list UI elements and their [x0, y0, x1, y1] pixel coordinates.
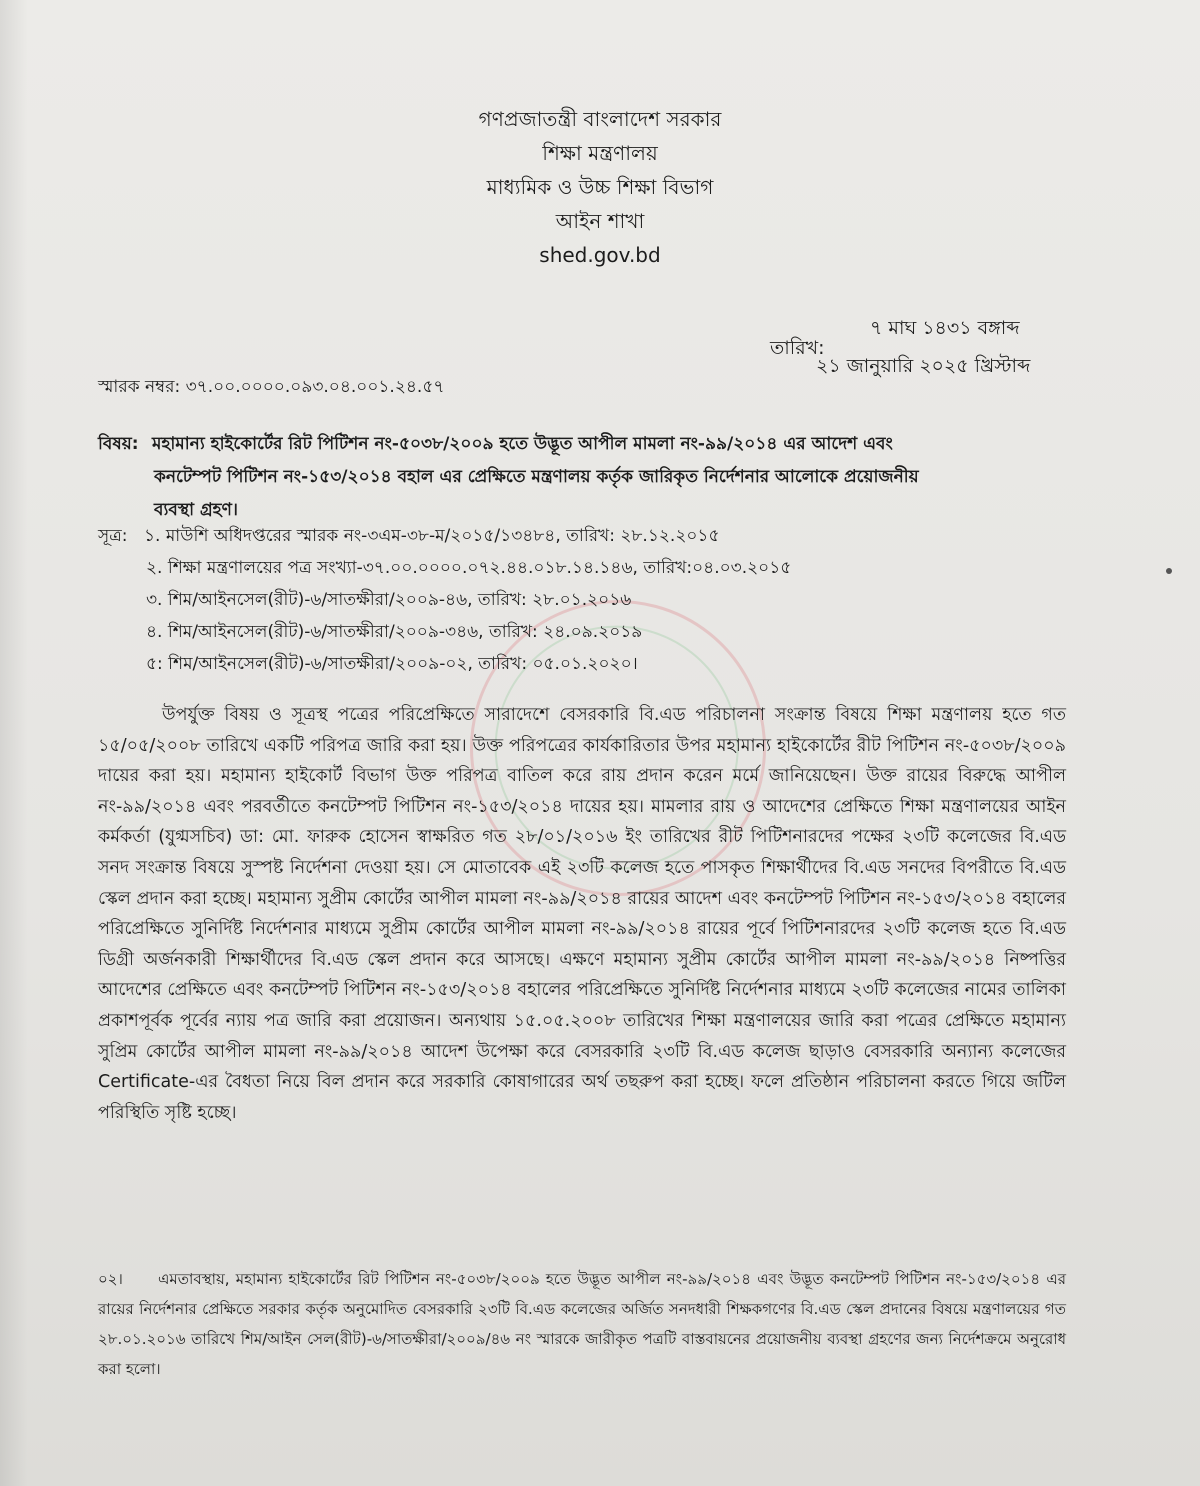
letterhead-website: shed.gov.bd	[539, 243, 661, 267]
subject-line-3: ব্যবস্থা গ্রহণ।	[154, 500, 238, 520]
pen-mark	[1166, 568, 1172, 574]
item-2-number: ০২।	[98, 1270, 123, 1288]
letterhead-division: মাধ্যমিক ও উচ্চ শিক্ষা বিভাগ	[486, 175, 714, 199]
page-fold-shadow	[0, 0, 28, 1486]
reference-item: ৪. শিম/আইনসেল(রীট)-৬/সাতক্ষীরা/২০০৯-৩৪৬, তারিখ: ২৪.০৯.২০১৯	[146, 622, 643, 642]
reference-item: ২. শিক্ষা মন্ত্রণালয়ের পত্র সংখ্যা-৩৭.০০.০০০০.০৭২.৪৪.০১৮.১৪.১৪৬, তারিখ:০৪.০৩.২০১৫	[146, 558, 792, 578]
body-item-2	[98, 1264, 1066, 1384]
memo-number: স্মারক নম্বর: ৩৭.০০.০০০০.০৯৩.০৪.০০১.২৪.৫৭	[98, 377, 445, 397]
subject-line-2: কনটেম্পট পিটিশন নং-১৫৩/২০১৪ বহাল এর প্রেক্ষিতে মন্ত্রণালয় কর্তৃক জারিকৃত নির্দেশনার আলোকে প্রয়োজনীয়	[154, 467, 919, 487]
subject-label: বিষয়:	[98, 434, 139, 454]
reference-item: ৫: শিম/আইনসেল(রীট)-৬/সাতক্ষীরা/২০০৯-০২, তারিখ: ০৫.০১.২০২০।	[146, 654, 638, 674]
date-bangla: ৭ মাঘ ১৪৩১ বঙ্গাব্দ	[870, 317, 1020, 339]
reference-item: ৩. শিম/আইনসেল(রীট)-৬/সাতক্ষীরা/২০০৯-৪৬, তারিখ: ২৮.০১.২০১৬	[146, 590, 632, 610]
letterhead-government: গণপ্রজাতন্ত্রী বাংলাদেশ সরকার	[478, 107, 722, 131]
body-paragraph-1: উপর্যুক্ত বিষয় ও সূত্রস্থ পত্রের পরিপ্রেক্ষিতে সারাদেশে বেসরকারি বি.এড পরিচালনা সংক্রান্ত বিষয়ে শিক্ষা মন্ত্রণালয় হতে গত ১৫/০৫/২০০৮ তারিখে একটি পরিপত্র জারি করা হয়। উক্ত পরিপত্রের কার্যকারিতার উপর মহামান্য হাইকোর্টের রীট পিটিশন নং-৫০৩৮/২০০৯ দায়ের করা হয়। মহামান্য হাইকোর্ট বিভাগ উক্ত পরিপত্র বাতিল করে রায় প্রদান করেন মর্মে জানিয়েছেন। উক্ত রায়ের বিরুদ্ধে আপীল নং-৯৯/২০১৪ এবং পরবর্তীতে কনটেম্পট পিটিশন নং-১৫৩/২০১৪ দায়ের হয়। মামলার রায় ও আদেশের প্রেক্ষিতে শিক্ষা মন্ত্রণালয়ের আইন কর্মকর্তা (যুগ্মসচিব) ডা: মো. ফারুক হোসেন স্বাক্ষরিত গত ২৮/০১/২০১৬ ইং তারিখের রীট পিটিশনারদের পক্ষের ২৩টি কলেজের বি.এড সনদ সংক্রান্ত বিষয়ে সুস্পষ্ট নির্দেশনা দেওয়া হয়। সে মোতাবেক এই ২৩টি কলেজ হতে পাসকৃত শিক্ষার্থীদের বি.এড সনদের বিপরীতে বি.এড স্কেল প্রদান করা হচ্ছে। মহামান্য সুপ্রীম কোর্টের আপীল মামলা নং-৯৯/২০১৪ রায়ের আদেশ এবং কনটেম্পট পিটিশন নং-১৫৩/২০১৪ বহালের পরিপ্রেক্ষিতে সুনির্দিষ্ট নির্দেশনার মাধ্যমে সুপ্রীম কোর্টের আপীল মামলা নং-৯৯/২০১৪ রায়ের পূর্বে পিটিশনারদের ২৩টি কলেজ হতে বি.এড ডিগ্রী অর্জনকারী শিক্ষার্থীদের বি.এড স্কেল প্রদান করে আসছে। এক্ষণে মহামান্য সুপ্রীম কোর্টের আপীল মামলা নং-৯৯/২০১৪ নিষ্পত্তির আদেশের প্রেক্ষিতে এবং কনটেম্পট পিটিশন নং-১৫৩/২০১৪ বহালের পরিপ্রেক্ষিতে সুনির্দিষ্ট নির্দেশনার মাধ্যমে ২৩টি কলেজের নামের তালিকা প্রকাশপূর্বক পূর্বের ন্যায় পত্র জারি করা প্রয়োজন। অন্যথায় ১৫.০৫.২০০৮ তারিখের শিক্ষা মন্ত্রণালয়ের জারি করা পত্রের প্রেক্ষিতে মহামান্য সুপ্রিম কোর্টের আপীল মামলা নং-৯৯/২০১৪ আদেশ উপেক্ষা করে বেসরকারি ২৩টি বি.এড কলেজ ছাড়াও বেসরকারি অন্যান্য কলেজের Certificate-এর বৈধতা নিয়ে বিল প্রদান করে সরকারি কোষাগারের অর্থ তছরুপ করা হচ্ছে। ফলে প্রতিষ্ঠান পরিচালনা করতে গিয়ে জটিল পরিস্থিতি সৃষ্টি হচ্ছে।	[98, 705, 1066, 1123]
subject-line-1: মহামান্য হাইকোর্টের রিট পিটিশন নং-৫০৩৮/২০০৯ হতে উদ্ভূত আপীল মামলা নং-৯৯/২০১৪ এর আদেশ এবং	[152, 434, 893, 454]
item-2-text: এমতাবস্থায়, মহামান্য হাইকোর্টের রিট পিটিশন নং-৫০৩৮/২০০৯ হতে উদ্ভূত আপীল নং-৯৯/২০১৪ এবং উদ্ভূত কনটেম্পট পিটিশন নং-১৫৩/২০১৪ এর রায়ের নির্দেশনার প্রেক্ষিতে সরকার কর্তৃক অনুমোদিত বেসরকারি ২৩টি বি.এড কলেজের অর্জিত সনদধারী শিক্ষকগণের বি.এড স্কেল প্রদানের বিষয়ে মন্ত্রণালয়ের গত ২৮.০১.২০১৬ তারিখে শিম/আইন সেল(রীট)-৬/সাতক্ষীরা/২০০৯/৪৬ নং স্মারকে জারীকৃত পত্রটি বাস্তবায়নের প্রয়োজনীয় ব্যবস্থা গ্রহণের জন্য নির্দেশক্রমে অনুরোধ করা হলো।	[98, 1270, 1066, 1378]
date-label: তারিখ:	[770, 337, 825, 359]
letterhead	[330, 102, 870, 272]
reference-item: ১. মাউশি অধিদপ্তরের স্মারক নং-৩এম-৩৮-ম/২০১৫/১৩৪৮৪, তারিখ: ২৮.১২.২০১৫	[144, 526, 720, 546]
references-block	[98, 520, 998, 680]
letterhead-ministry: শিক্ষা মন্ত্রণালয়	[542, 141, 658, 165]
letterhead-section: আইন শাখা	[555, 209, 645, 233]
date-block	[770, 314, 1080, 384]
subject-block	[98, 428, 1078, 527]
references-label: সূত্র:	[98, 526, 128, 546]
date-gregorian: ২১ জানুয়ারি ২০২৫ খ্রিস্টাব্দ	[816, 355, 1031, 377]
